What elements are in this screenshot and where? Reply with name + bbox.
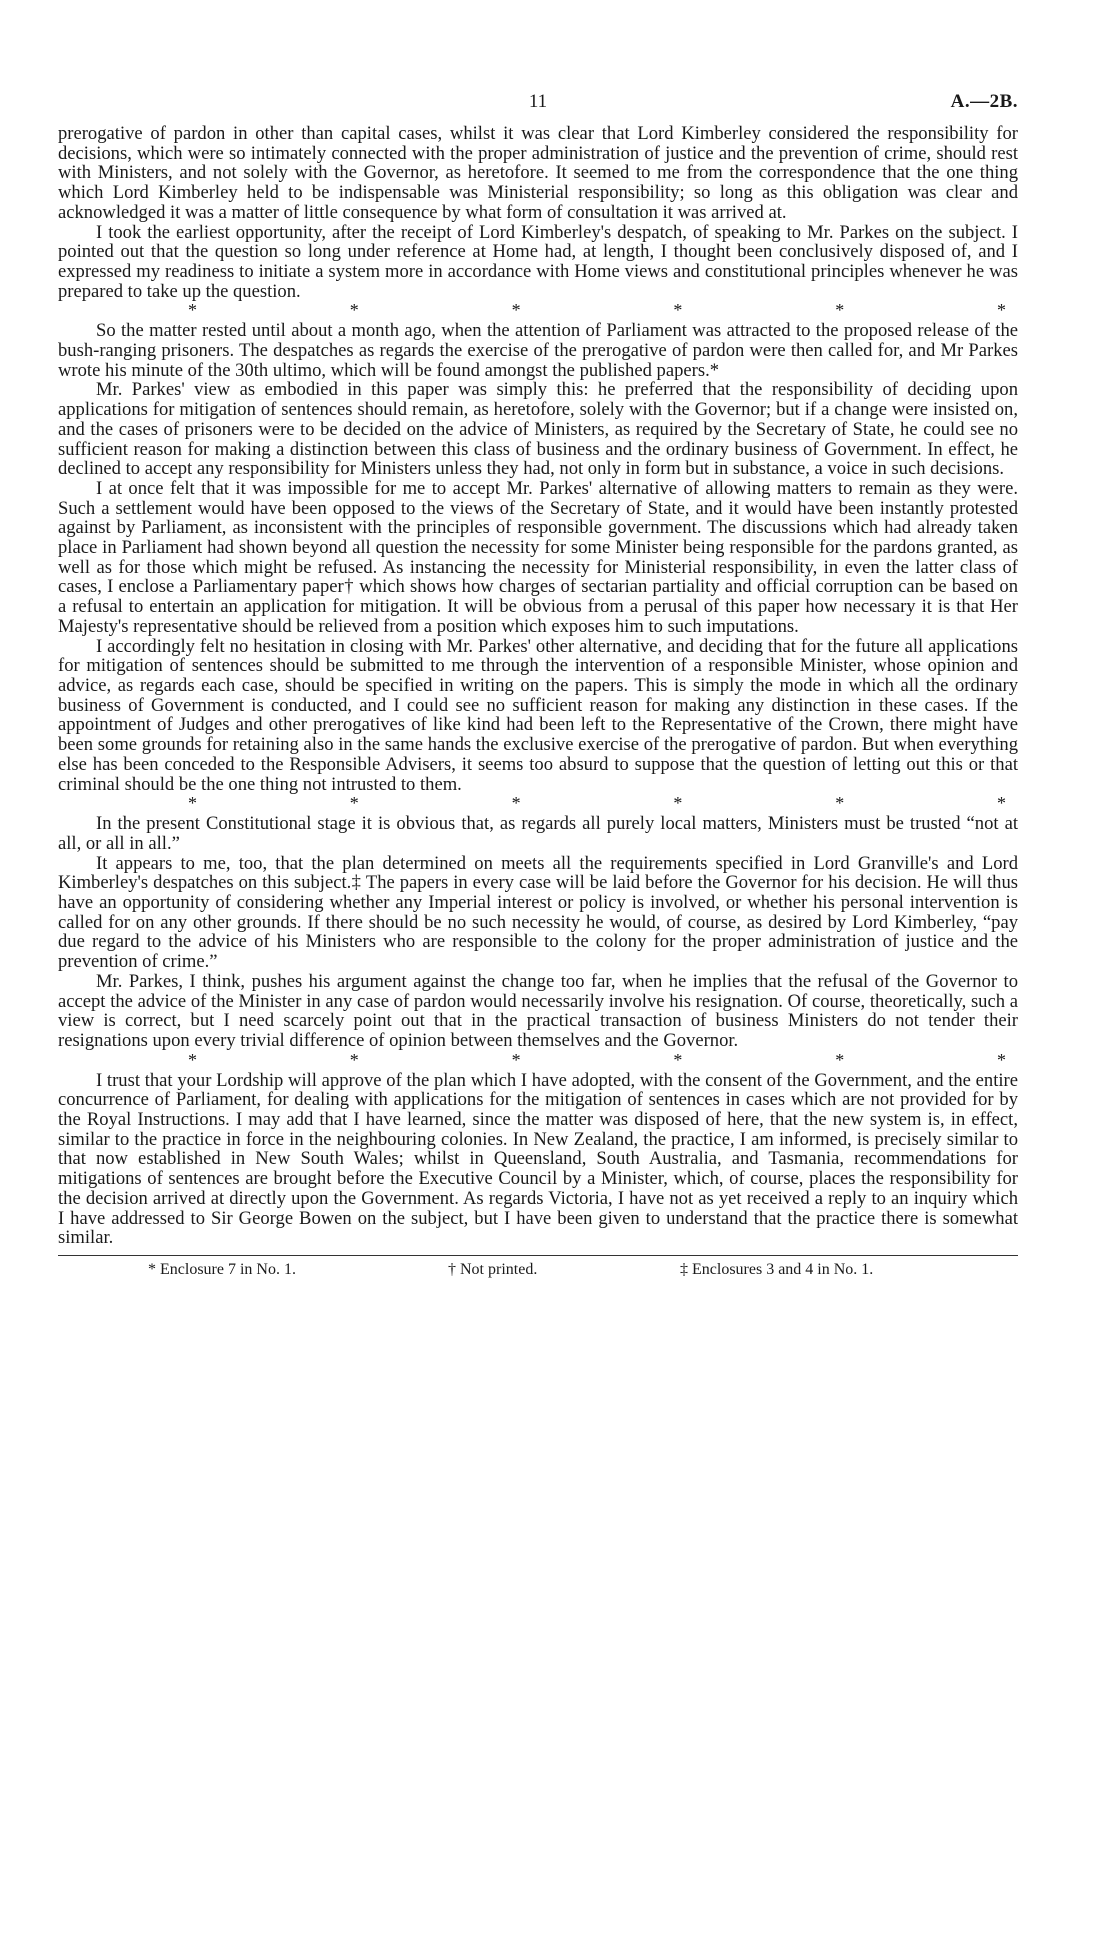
asterism-1	[58, 301, 1018, 321]
paragraph-9: Mr. Parkes, I think, pushes his argument against the change too far, when he implies that the refusal of the Governor to accept the advice of the Minister in any case of pardon would necessarily involve his resignation. Of course, theoretically, such a view is correct, but I need scarcely point out that in the practical transaction of business Ministers do not tender their resignations upon every trivial difference of opinion between themselves and the Governor.	[58, 970, 1018, 1051]
asterisk: *	[511, 793, 521, 814]
asterisk: *	[349, 1049, 359, 1070]
asterisk: *	[673, 300, 683, 321]
page-header	[58, 92, 1018, 120]
footnote-enclosures-3-4: ‡ Enclosures 3 and 4 in No. 1.	[680, 1260, 874, 1278]
asterisk: *	[188, 1049, 197, 1070]
asterisk: *	[511, 300, 521, 321]
paragraph-10: I trust that your Lordship will approve of the plan which I have adopted, with the consent of the Government, and the entire concurrence of Parliament, for dealing with applications for the mitigation of sentences in cases which are not provided for by the Royal Instructions. I may add that I have learned, since the matter was disposed of here, that the new system is, in effect, similar to the practice in force in the neighbouring colonies. In New Zealand, the practice, I am informed, is precisely similar to that now established in New South Wales; whilst in Queensland, South Australia, and Tasmania, recommendations for mitigations of sentences are brought before the Executive Council by a Minister, which, of course, places the responsibility for the decision arrived at directly upon the Government. As regards Victoria, I have not as yet received a reply to an inquiry which I have addressed to Sir George Bowen on the subject, but I have been given to understand that the practice there is somewhat similar.	[58, 1069, 1018, 1249]
page-number: 11	[528, 91, 548, 112]
asterisk: *	[835, 793, 845, 814]
asterisk: *	[996, 793, 1006, 814]
asterisk: *	[349, 300, 359, 321]
footnote-enclosure-7: * Enclosure 7 in No. 1.	[148, 1260, 296, 1278]
asterisk: *	[511, 1049, 521, 1070]
asterisk: *	[673, 1049, 683, 1070]
paragraph-4: Mr. Parkes' view as embodied in this paper was simply this: he preferred that the responsibility of deciding upon applications for mitigation of sentences should remain, as heretofore, solely with the Governor; but if a change were insisted on, and the cases of prisoners were to be decided on the advice of Ministers, as required by the Secretary of State, he could see no sufficient reason for making a distinction between this class of business and the ordinary business of Government. In effect, he declined to accept any responsibility for Ministers unless they had, not only in form but in substance, a voice in such decisions.	[58, 379, 1018, 480]
asterisk: *	[996, 1049, 1006, 1070]
asterisk: *	[673, 793, 683, 814]
asterisk: *	[349, 793, 359, 814]
asterism-2	[58, 794, 1018, 814]
asterisk: *	[835, 300, 845, 321]
paragraph-2: I took the earliest opportunity, after the receipt of Lord Kimberley's despatch, of speaking to Mr. Parkes on the subject. I pointed out that the question so long under reference at Home had, at length, I thought been conclusively disposed of, and I expressed my readiness to initiate a system more in accordance with Home views and constitutional principles whenever he was prepared to take up the question.	[58, 221, 1018, 302]
paragraph-1: prerogative of pardon in other than capital cases, whilst it was clear that Lord Kimberley considered the responsibility for decisions, which were so intimately connected with the proper administration of justice and the prevention of crime, should rest with Ministers, and not solely with the Governor, as heretofore. It seemed to me from the correspondence that the one thing which Lord Kimberley held to be indispensable was Ministerial responsibility; so long as this obligation was clear and acknowledged it was a matter of little consequence by what form of consultation it was arrived at.	[58, 123, 1018, 223]
paragraph-8: It appears to me, too, that the plan determined on meets all the requirements specified in Lord Granville's and Lord Kimberley's despatches on this subject.‡ The papers in every case will be laid before the Governor for his decision. He will thus have an opportunity of considering whether any Imperial interest or policy is involved, or whether his personal intervention is called for on any other grounds. If there should be no such necessity he would, of course, as desired by Lord Kimberley, “pay due regard to the advice of his Ministers who are responsible to the colony for the proper administration of justice and the prevention of crime.”	[58, 852, 1018, 973]
asterism-3	[58, 1051, 1018, 1071]
footnote-not-printed: † Not printed.	[448, 1260, 538, 1278]
asterisk: *	[996, 300, 1006, 321]
footnote-divider	[58, 1255, 1018, 1256]
footnotes	[58, 1260, 1018, 1280]
asterisk: *	[835, 1049, 845, 1070]
document-page	[58, 92, 1018, 1280]
paragraph-3: So the matter rested until about a month ago, when the attention of Parliament was attracted to the proposed release of the bush-ranging prisoners. The despatches as regards the exercise of the prerogative of pardon were then called for, and Mr Parkes wrote his minute of the 30th ultimo, which will be found amongst the published papers.*	[58, 320, 1018, 381]
asterisk: *	[188, 793, 197, 814]
asterisk: *	[188, 300, 197, 321]
paragraph-5: I at once felt that it was impossible for me to accept Mr. Parkes' alternative of allowing matters to remain as they were. Such a settlement would have been opposed to the views of the Secretary of State, and it would have been instantly protested against by Parliament, as inconsistent with the principles of responsible government. The discussions which had already taken place in Parliament had shown beyond all question the necessity for some Minister being responsible for the pardons granted, as well as for those which might be refused. As instancing the necessity for Ministerial responsibility, in even the latter class of cases, I enclose a Parliamentary paper† which shows how charges of sectarian partiality and official corruption can be based on a refusal to entertain an application for mitigation. It will be obvious from a perusal of this paper how necessary it is that Her Majesty's representative should be relieved from a position which exposes him to such imputations.	[58, 477, 1018, 637]
paper-id: A.—2B.	[950, 91, 1018, 112]
paragraph-7: In the present Constitutional stage it is obvious that, as regards all purely local matters, Ministers must be trusted “not at all, or all in all.”	[58, 813, 1018, 854]
paragraph-6: I accordingly felt no hesitation in closing with Mr. Parkes' other alternative, and deciding that for the future all applications for mitigation of sentences should be submitted to me through the intervention of a responsible Minister, whose opinion and advice, as regards each case, should be specified in writing on the papers. This is simply the mode in which all the ordinary business of Government is conducted, and I could see no sufficient reason for making any distinction in these cases. If the appointment of Judges and other prerogatives of like kind had been left to the Representative of the Crown, there might have been some grounds for retaining also in the same hands the exclusive exercise of the prerogative of pardon. But when everything else has been conceded to the Responsible Advisers, it seems too absurd to suppose that the question of letting out this or that criminal should be the one thing not intrusted to them.	[58, 635, 1018, 795]
